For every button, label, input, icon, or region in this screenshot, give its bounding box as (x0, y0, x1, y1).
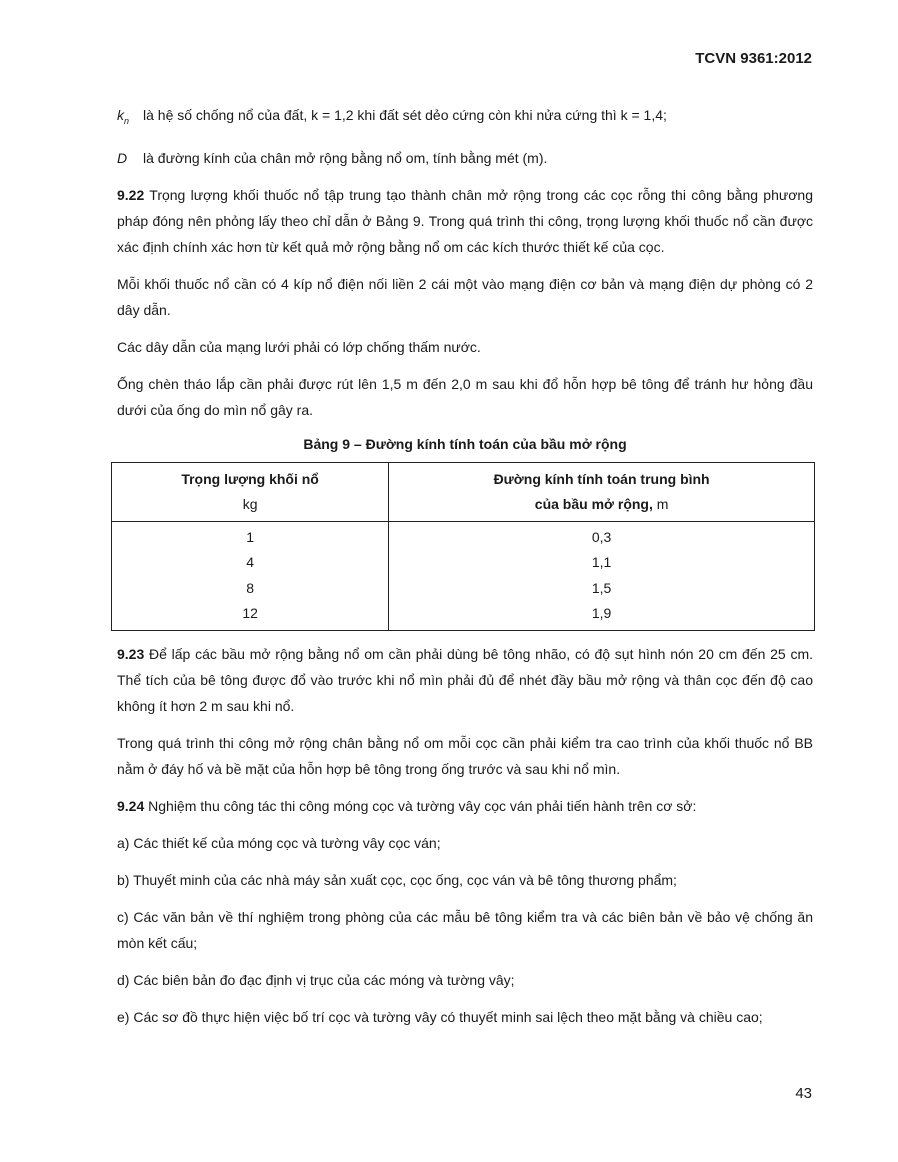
list-item: b) Thuyết minh của các nhà máy sản xuất cọc, cọc ống, cọc ván và bê tông thương phẩm; (117, 871, 677, 888)
section-text: Nghiệm thu công tác thi công móng cọc và tường vây cọc ván phải tiến hành trên cơ sở: (148, 797, 697, 814)
definition-kn (117, 102, 813, 134)
definition-d (117, 145, 813, 171)
paragraph: Trong quá trình thi công mở rộng chân bằng nổ om mỗi cọc cần phải kiểm tra cao trình của khối thuốc nổ BB nằm ở đáy hố và bề mặt của hỗn hợp bê tông trong ống trước và sau khi nổ mìn. (117, 734, 813, 777)
section-9-23 (117, 641, 813, 719)
section-9-22 (117, 182, 813, 260)
table-row (112, 601, 815, 630)
section-number: 9.22 (117, 186, 145, 203)
table-cell: 8 (112, 576, 389, 602)
paragraph: Ống chèn tháo lắp cần phải được rút lên 1,5 m đến 2,0 m sau khi đổ hỗn hợp bê tông để tránh hư hỏng đầu dưới của ống do mìn nổ gây ra. (117, 375, 813, 418)
column-header-weight: Trọng lượng khối nổ kg (112, 462, 389, 521)
symbol-kn: $k_n$ (117, 107, 130, 126)
table-row (112, 550, 815, 576)
section-number: 9.24 (117, 797, 145, 814)
table-row (112, 521, 815, 550)
table-cell: 1,5 (389, 576, 815, 602)
list-item: e) Các sơ đồ thực hiện việc bố trí cọc và tường vây có thuyết minh sai lệch theo mặt bằng và chiều cao; (117, 1008, 763, 1025)
table-9 (111, 462, 815, 631)
table-cell: 1,9 (389, 601, 815, 630)
page-content (117, 102, 813, 1041)
section-number: 9.23 (117, 645, 145, 662)
section-text: Trọng lượng khối thuốc nổ tập trung tạo thành chân mở rộng trong các cọc rỗng thi công bằng phương pháp đóng nên phỏng lấy theo chỉ dẫn ở Bảng 9. Trong quá trình thi công, trọng lượng khối thuốc nổ cần được xác định chính xác hơn từ kết quả mở rộng bằng nổ om các kích thước thiết kế của cọc. (117, 186, 813, 255)
paragraph: Mỗi khối thuốc nổ cần có 4 kíp nổ điện nối liền 2 cái một vào mạng điện cơ bản và mạng điện dự phòng có 2 dây dẫn. (117, 275, 813, 318)
table-cell: 12 (112, 601, 389, 630)
standard-code-header: TCVN 9361:2012 (695, 50, 812, 67)
table-cell: 1,1 (389, 550, 815, 576)
definition-text: là đường kính của chân mở rộng bằng nổ om, tính bằng mét (m). (143, 149, 548, 166)
page-number: 43 (795, 1085, 812, 1102)
table-row (112, 576, 815, 602)
list-item: a) Các thiết kế của móng cọc và tường vây cọc ván; (117, 834, 441, 851)
section-9-24 (117, 793, 813, 819)
definition-text: là hệ số chống nổ của đất, k = 1,2 khi đất sét dẻo cứng còn khi nửa cứng thì k = 1,4; (143, 107, 667, 123)
paragraph: Các dây dẫn của mạng lưới phải có lớp chống thấm nước. (117, 338, 481, 355)
table-cell: 4 (112, 550, 389, 576)
section-text: Để lấp các bầu mở rộng bằng nổ om cần phải dùng bê tông nhão, có độ sụt hình nón 20 cm đến 25 cm. Thể tích của bê tông được đổ vào trước khi nổ mìn phải đủ để nhét đầy bầu mở rộng và thân cọc đến độ cao không ít hơn 2 m sau khi nổ. (117, 645, 813, 714)
list-item: d) Các biên bản đo đạc định vị trục của các móng và tường vây; (117, 971, 515, 988)
table-cell: 0,3 (389, 521, 815, 550)
table-caption: Bảng 9 – Đường kính tính toán của bầu mở rộng (303, 435, 627, 452)
symbol-d: D (117, 149, 128, 166)
column-header-diameter: Đường kính tính toán trung bình của bầu mở rộng, m (389, 462, 815, 521)
table-cell: 1 (112, 521, 389, 550)
list-item: c) Các văn bản về thí nghiệm trong phòng của các mẫu bê tông kiểm tra và các biên bản về bảo vệ chống ăn mòn kết cấu; (117, 908, 813, 951)
